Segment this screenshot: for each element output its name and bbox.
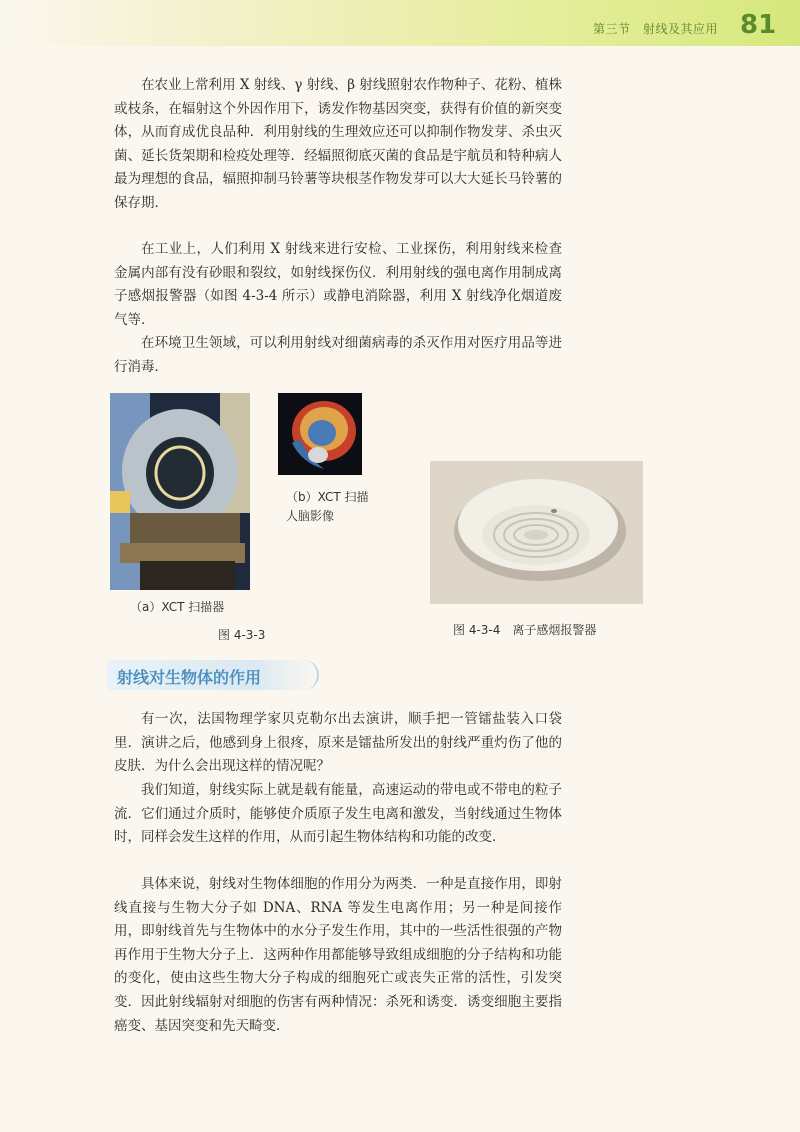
figure-b-caption-line2: 人脑影像 [286,509,335,523]
paragraph-agriculture: 在农业上常利用 X 射线、γ 射线、β 射线照射农作物种子、花粉、植株或枝条，在辐射这个外因作用下，诱发作物基因突变，获得有价值的新突变体，从而育成优良品种．利用射线的生理效应还可以抑制作物发芽、杀虫灭菌、延长货架期和检疫处理等．经辐照彻底灭菌的食品是宇航员和特种病人最为理想的食品，辐照抑制马铃薯等块根茎作物发芽可以大大延长马铃薯的保存期． [114,77,562,211]
paragraph-becquerel-story: 有一次，法国物理学家贝克勒尔出去演讲，顺手把一管镭盐装入口袋里．演讲之后，他感到身上很疼，原来是镭盐所发出的射线严重灼伤了他的皮肤．为什么会出现这样的情况呢？ [114,711,562,775]
section-heading-box [107,660,319,690]
paragraph-industry: 在工业上，人们利用 X 射线来进行安检、工业探伤，利用射线来检查金属内部有没有砂眼和裂纹，如射线探伤仪．利用射线的强电离作用制成离子感烟报警器（如图 4-3-4 所示）或静电消除器，利用 X 射线净化烟道废气等． [114,241,562,328]
brain-scan-illustration [278,393,362,475]
figure-b-caption-line1: （b）XCT 扫描 [286,490,369,504]
smoke-detector-illustration [430,461,643,604]
header-section-title: 第三节 射线及其应用 [593,22,719,36]
smoke-detector-photo [430,461,643,604]
figure-4-3-4-label: 图 4-3-4 离子感烟报警器 [453,623,597,637]
paragraph-radiation-nature: 我们知道，射线实际上就是载有能量，高速运动的带电或不带电的粒子流．它们通过介质时，能够使介质原子发生电离和激发，当射线通过生物体时，同样会发生这样的作用，从而引起生物体结构和功能的改变． [114,782,562,846]
xct-scanner-photo [110,393,250,590]
paragraph-environment: 在环境卫生领域，可以利用射线对细菌病毒的杀灭作用对医疗用品等进行消毒． [114,335,562,375]
section-heading: 射线对生物体的作用 [117,668,262,687]
paragraph-cell-effects: 具体来说，射线对生物体细胞的作用分为两类．一种是直接作用，即射线直接与生物大分子如 DNA、RNA 等发生电离作用；另一种是间接作用，即射线首先与生物体中的水分子发生作用，其中的一些活性很强的产物再作用于生物大分子上．这两种作用都能够导致组成细胞的分子结构和功能的变化，使由这些生物大分子构成的细胞死亡或丧失正常的活性，引发突变．因此射线辐射对细胞的伤害有两种情况：杀死和诱变．诱变细胞主要指癌变、基因突变和先天畸变． [114,876,562,1034]
page-number: 81 [740,10,777,40]
figure-4-3-3-label: 图 4-3-3 [218,628,266,642]
brain-scan-photo [278,393,362,475]
xct-scanner-illustration [110,393,250,590]
figure-a-caption: （a）XCT 扫描器 [130,600,225,614]
